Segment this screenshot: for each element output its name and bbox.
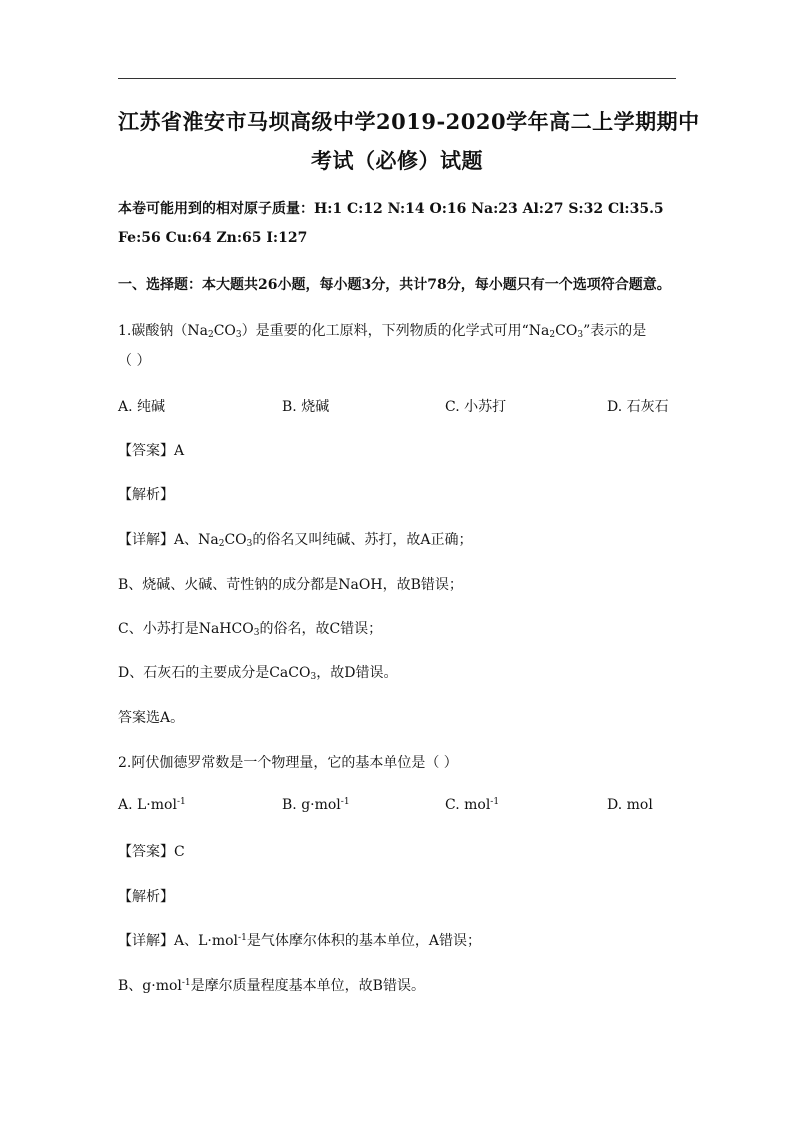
q2-option-a: A. L·mol$^{-1}$ — [118, 797, 186, 813]
q1-detail-c: C、小苏打是NaHCO$_3$的俗名，故C错误； — [118, 621, 383, 638]
q1-stem-paren: （ ） — [118, 353, 151, 369]
q2-option-c: C. mol$^{-1}$ — [445, 797, 500, 813]
q1-detail-d: D、石灰石的主要成分是CaCO$_3$，故D错误。 — [118, 665, 398, 682]
q1-detail-a: 【详解】A、$Na_2CO_3$的俗名又叫纯碱、苏打，故A正确； — [118, 532, 473, 549]
header-rule — [118, 78, 676, 79]
q2-option-d: D. mol — [607, 797, 653, 813]
q1-detail-b: B、烧碱、火碱、苛性钠的成分都是NaOH，故B错误； — [118, 577, 463, 593]
q2-analysis: 【解析】 — [118, 889, 174, 905]
q1-option-d: D. 石灰石 — [607, 399, 669, 415]
q2-stem: 2.阿伏伽德罗常数是一个物理量，它的基本单位是（ ） — [118, 755, 458, 771]
atomic-mass-line1: 本卷可能用到的相对原子质量：H:1 C:12 N:14 O:16 Na:23 Al:27 S:32 Cl:35.5 — [118, 201, 664, 217]
q1-stem: 1.碳酸钠$(Na_2CO_3)$是重要的化工原料，下列物质的化学式可用“$Na_2CO_3$”表示的是 — [118, 323, 647, 340]
q1-answer: 【答案】A — [118, 443, 185, 459]
q2-detail-a: 【详解】A、L·mol$^{-1}$是气体摩尔体积的基本单位，A错误； — [118, 933, 481, 949]
page-title-line1: 江苏省淮安市马坝高级中学2019-2020学年高二上学期期中 — [118, 109, 700, 134]
page-title-line2: 考试（必修）试题 — [311, 148, 483, 173]
q2-detail-b: B、g·mol$^{-1}$是摩尔质量程度基本单位，故B错误。 — [118, 978, 425, 994]
q1-conclusion: 答案选A。 — [118, 710, 185, 726]
q1-option-b: B. 烧碱 — [282, 399, 330, 415]
section-heading: 一、选择题：本大题共26小题，每小题3分，共计78分，每小题只有一个选项符合题意。 — [118, 277, 671, 293]
q2-answer: 【答案】C — [118, 844, 185, 860]
q2-option-b: B. g·mol$^{-1}$ — [282, 797, 350, 813]
atomic-mass-line2: Fe:56 Cu:64 Zn:65 I:127 — [118, 230, 308, 246]
q1-option-a: A. 纯碱 — [118, 399, 166, 415]
q1-analysis: 【解析】 — [118, 487, 174, 503]
q1-option-c: C. 小苏打 — [445, 399, 507, 415]
